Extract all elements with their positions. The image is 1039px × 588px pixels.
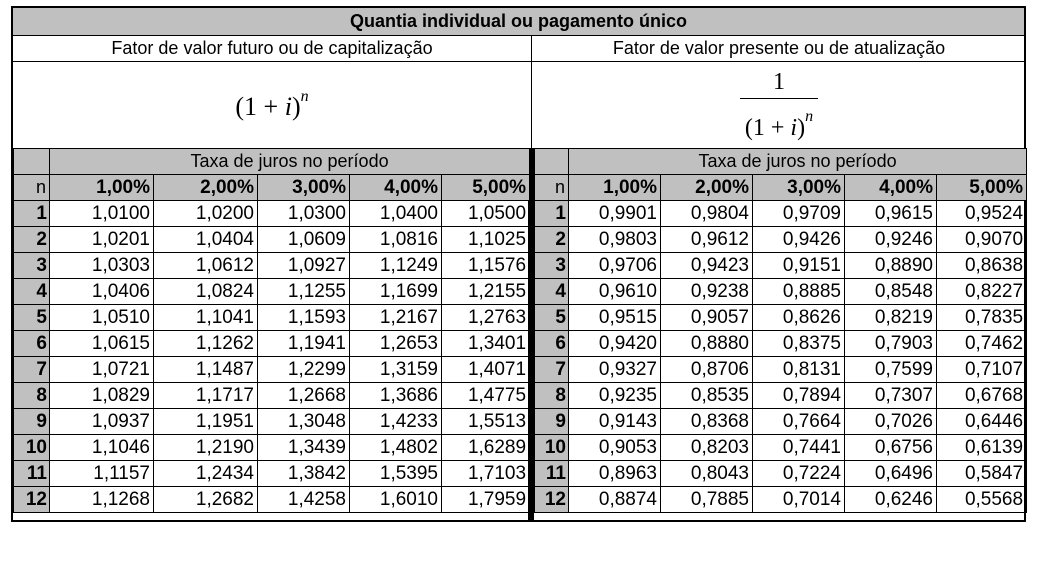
formula-exponent: n <box>805 108 814 125</box>
factor-cell: 1,3439 <box>258 435 350 461</box>
rate-header: 4,00% <box>845 175 937 201</box>
rate-header: 2,00% <box>661 175 753 201</box>
factor-cell: 0,7835 <box>937 305 1027 331</box>
rate-header: 1,00% <box>569 175 661 201</box>
factor-cell: 1,1249 <box>350 253 442 279</box>
period-cell: 1 <box>14 201 50 227</box>
present-value-section <box>532 36 1026 151</box>
factor-cell: 0,8874 <box>569 487 661 513</box>
period-cell: 4 <box>535 279 569 305</box>
present-value-heading: Fator de valor presente ou de atualização <box>532 36 1026 62</box>
factor-cell: 0,7224 <box>753 461 845 487</box>
factor-cell: 1,1157 <box>50 461 154 487</box>
factor-cell: 0,9246 <box>845 227 937 253</box>
factor-cell: 0,8890 <box>845 253 937 279</box>
rate-header: 4,00% <box>350 175 442 201</box>
factor-cell: 0,7462 <box>937 331 1027 357</box>
future-value-table <box>13 148 530 513</box>
factor-cell: 0,9524 <box>937 201 1027 227</box>
factor-cell: 1,1268 <box>50 487 154 513</box>
factor-cell: 0,8548 <box>845 279 937 305</box>
rate-header: 5,00% <box>442 175 530 201</box>
period-cell: 11 <box>14 461 50 487</box>
factor-cell: 0,9901 <box>569 201 661 227</box>
factor-cell: 1,0406 <box>50 279 154 305</box>
factor-cell: 1,4802 <box>350 435 442 461</box>
factor-cell: 1,2763 <box>442 305 530 331</box>
factor-cell: 0,9420 <box>569 331 661 357</box>
factor-cell: 1,1593 <box>258 305 350 331</box>
factor-cell: 1,7103 <box>442 461 530 487</box>
formula-close: ) <box>797 115 806 141</box>
factor-cell: 1,4071 <box>442 357 530 383</box>
factor-cell: 1,1576 <box>442 253 530 279</box>
factor-cell: 1,1041 <box>154 305 258 331</box>
factor-cell: 1,1046 <box>50 435 154 461</box>
table-row <box>14 253 530 279</box>
factor-cell: 0,8626 <box>753 305 845 331</box>
present-value-formula <box>532 62 1026 151</box>
table-row <box>535 487 1027 513</box>
factor-cell: 0,9235 <box>569 383 661 409</box>
factor-cell: 1,4233 <box>350 409 442 435</box>
formula-open: (1 + <box>235 92 285 121</box>
period-cell: 7 <box>535 357 569 383</box>
factor-cell: 0,7599 <box>845 357 937 383</box>
factor-cell: 0,7026 <box>845 409 937 435</box>
factor-cell: 1,3401 <box>442 331 530 357</box>
factor-cell: 1,0100 <box>50 201 154 227</box>
factor-cell: 0,9053 <box>569 435 661 461</box>
rate-title: Taxa de juros no período <box>50 149 530 175</box>
fraction-bar <box>740 98 818 99</box>
factor-cell: 0,9706 <box>569 253 661 279</box>
table-row <box>14 383 530 409</box>
formula-numerator: 1 <box>773 69 785 95</box>
period-cell: 5 <box>535 305 569 331</box>
table-title: Quantia individual ou pagamento único <box>13 8 1024 36</box>
factor-cell: 0,9057 <box>661 305 753 331</box>
factor-cell: 1,3686 <box>350 383 442 409</box>
factor-cell: 1,0927 <box>258 253 350 279</box>
factor-cell: 1,2653 <box>350 331 442 357</box>
factor-cell: 1,1699 <box>350 279 442 305</box>
factor-cell: 1,2682 <box>154 487 258 513</box>
table-row <box>535 435 1027 461</box>
table-row <box>14 305 530 331</box>
factor-cell: 1,5513 <box>442 409 530 435</box>
period-cell: 5 <box>14 305 50 331</box>
formula-rate-symbol: i <box>790 115 798 141</box>
formula-open: (1 + <box>744 115 791 141</box>
factor-cell: 1,0400 <box>350 201 442 227</box>
factor-cell: 0,9615 <box>845 201 937 227</box>
future-value-heading: Fator de valor futuro ou de capitalização <box>13 36 531 62</box>
factor-cell: 1,1255 <box>258 279 350 305</box>
period-cell: 1 <box>535 201 569 227</box>
factor-cell: 0,5568 <box>937 487 1027 513</box>
factor-cell: 1,1951 <box>154 409 258 435</box>
formula-close: ) <box>291 92 301 121</box>
factor-cell: 0,9803 <box>569 227 661 253</box>
table-row <box>14 435 530 461</box>
factor-cell: 1,1941 <box>258 331 350 357</box>
rate-header: 3,00% <box>258 175 350 201</box>
period-cell: 6 <box>14 331 50 357</box>
factor-cell: 0,8219 <box>845 305 937 331</box>
factor-cell: 0,6139 <box>937 435 1027 461</box>
present-value-table <box>534 148 1027 513</box>
period-cell: 12 <box>14 487 50 513</box>
factor-cell: 1,1717 <box>154 383 258 409</box>
table-row <box>14 487 530 513</box>
factor-cell: 0,8885 <box>753 279 845 305</box>
table-row <box>14 357 530 383</box>
period-cell: 2 <box>14 227 50 253</box>
factor-cell: 1,6289 <box>442 435 530 461</box>
period-cell: 10 <box>535 435 569 461</box>
table-row <box>535 201 1027 227</box>
table-row <box>535 409 1027 435</box>
factor-cell: 0,8706 <box>661 357 753 383</box>
factor-cell: 0,8963 <box>569 461 661 487</box>
factor-cell: 0,9423 <box>661 253 753 279</box>
factor-cell: 1,4775 <box>442 383 530 409</box>
period-cell: 8 <box>535 383 569 409</box>
factor-cell: 1,0201 <box>50 227 154 253</box>
period-cell: 4 <box>14 279 50 305</box>
rate-header: 2,00% <box>154 175 258 201</box>
table-row <box>14 227 530 253</box>
table-row <box>535 331 1027 357</box>
period-cell: 9 <box>14 409 50 435</box>
factor-cell: 1,3048 <box>258 409 350 435</box>
factor-cell: 0,6756 <box>845 435 937 461</box>
period-cell: 9 <box>535 409 569 435</box>
factor-cell: 1,3842 <box>258 461 350 487</box>
period-header: n <box>535 175 569 201</box>
factor-cell: 0,8203 <box>661 435 753 461</box>
factor-cell: 0,9709 <box>753 201 845 227</box>
factor-cell: 1,0937 <box>50 409 154 435</box>
table-row <box>535 253 1027 279</box>
factor-cell: 0,9610 <box>569 279 661 305</box>
factor-cell: 1,6010 <box>350 487 442 513</box>
factor-cell: 1,2167 <box>350 305 442 331</box>
factor-cell: 1,4258 <box>258 487 350 513</box>
factor-cell: 1,1025 <box>442 227 530 253</box>
factor-cell: 1,0829 <box>50 383 154 409</box>
factor-cell: 1,2299 <box>258 357 350 383</box>
factor-cell: 0,8638 <box>937 253 1027 279</box>
factor-cell: 0,7903 <box>845 331 937 357</box>
future-value-formula <box>13 62 531 151</box>
factor-cell: 1,5395 <box>350 461 442 487</box>
future-value-section <box>13 36 531 151</box>
factor-cell: 0,7894 <box>753 383 845 409</box>
factor-cell: 1,0612 <box>154 253 258 279</box>
period-cell: 3 <box>535 253 569 279</box>
period-cell: 12 <box>535 487 569 513</box>
table-row <box>14 461 530 487</box>
period-cell: 10 <box>14 435 50 461</box>
table-row <box>535 305 1027 331</box>
factor-cell: 1,0200 <box>154 201 258 227</box>
factor-cell: 1,1487 <box>154 357 258 383</box>
factor-cell: 0,7014 <box>753 487 845 513</box>
factor-cell: 1,0404 <box>154 227 258 253</box>
factor-cell: 0,6446 <box>937 409 1027 435</box>
factor-cell: 0,9238 <box>661 279 753 305</box>
factor-cell: 1,0721 <box>50 357 154 383</box>
factor-cell: 0,7664 <box>753 409 845 435</box>
rate-header: 5,00% <box>937 175 1027 201</box>
factor-table-sheet <box>11 6 1026 522</box>
period-cell: 11 <box>535 461 569 487</box>
factor-cell: 0,8375 <box>753 331 845 357</box>
table-row <box>14 201 530 227</box>
formula-rate-symbol: i <box>284 92 292 121</box>
formula-exponent: n <box>300 88 309 105</box>
formula-denominator <box>740 103 818 142</box>
period-cell: 7 <box>14 357 50 383</box>
factor-cell: 1,0615 <box>50 331 154 357</box>
period-cell: 8 <box>14 383 50 409</box>
factor-cell: 0,7885 <box>661 487 753 513</box>
factor-cell: 1,0824 <box>154 279 258 305</box>
period-cell: 2 <box>535 227 569 253</box>
corner-cell <box>14 149 50 175</box>
table-row <box>535 461 1027 487</box>
period-header: n <box>14 175 50 201</box>
table-row <box>535 357 1027 383</box>
factor-cell: 0,7107 <box>937 357 1027 383</box>
factor-cell: 0,6768 <box>937 383 1027 409</box>
factor-cell: 0,5847 <box>937 461 1027 487</box>
table-row <box>14 331 530 357</box>
table-row <box>535 279 1027 305</box>
period-cell: 3 <box>14 253 50 279</box>
table-row <box>14 279 530 305</box>
factor-cell: 0,8131 <box>753 357 845 383</box>
factor-cell: 0,9327 <box>569 357 661 383</box>
rate-header: 3,00% <box>753 175 845 201</box>
factor-cell: 1,7959 <box>442 487 530 513</box>
factor-cell: 0,6246 <box>845 487 937 513</box>
factor-cell: 1,0500 <box>442 201 530 227</box>
factor-cell: 0,9143 <box>569 409 661 435</box>
factor-cell: 1,2155 <box>442 279 530 305</box>
factor-cell: 0,6496 <box>845 461 937 487</box>
table-row <box>535 227 1027 253</box>
table-row <box>535 383 1027 409</box>
factor-cell: 0,9426 <box>753 227 845 253</box>
factor-cell: 0,8535 <box>661 383 753 409</box>
factor-cell: 1,2668 <box>258 383 350 409</box>
factor-cell: 0,9804 <box>661 201 753 227</box>
period-cell: 6 <box>535 331 569 357</box>
factor-cell: 0,8368 <box>661 409 753 435</box>
corner-cell <box>535 149 569 175</box>
factor-cell: 1,0510 <box>50 305 154 331</box>
factor-cell: 1,2434 <box>154 461 258 487</box>
factor-cell: 0,9070 <box>937 227 1027 253</box>
factor-cell: 1,0303 <box>50 253 154 279</box>
factor-cell: 0,9515 <box>569 305 661 331</box>
factor-cell: 0,8227 <box>937 279 1027 305</box>
factor-cell: 0,8043 <box>661 461 753 487</box>
factor-cell: 0,7307 <box>845 383 937 409</box>
factor-cell: 0,9151 <box>753 253 845 279</box>
factor-cell: 0,9612 <box>661 227 753 253</box>
table-row <box>14 409 530 435</box>
factor-cell: 1,0816 <box>350 227 442 253</box>
factor-cell: 1,1262 <box>154 331 258 357</box>
factor-cell: 0,8880 <box>661 331 753 357</box>
factor-cell: 1,0300 <box>258 201 350 227</box>
rate-title: Taxa de juros no período <box>569 149 1027 175</box>
factor-cell: 0,7441 <box>753 435 845 461</box>
factor-cell: 1,3159 <box>350 357 442 383</box>
factor-cell: 1,0609 <box>258 227 350 253</box>
factor-cell: 1,2190 <box>154 435 258 461</box>
rate-header: 1,00% <box>50 175 154 201</box>
